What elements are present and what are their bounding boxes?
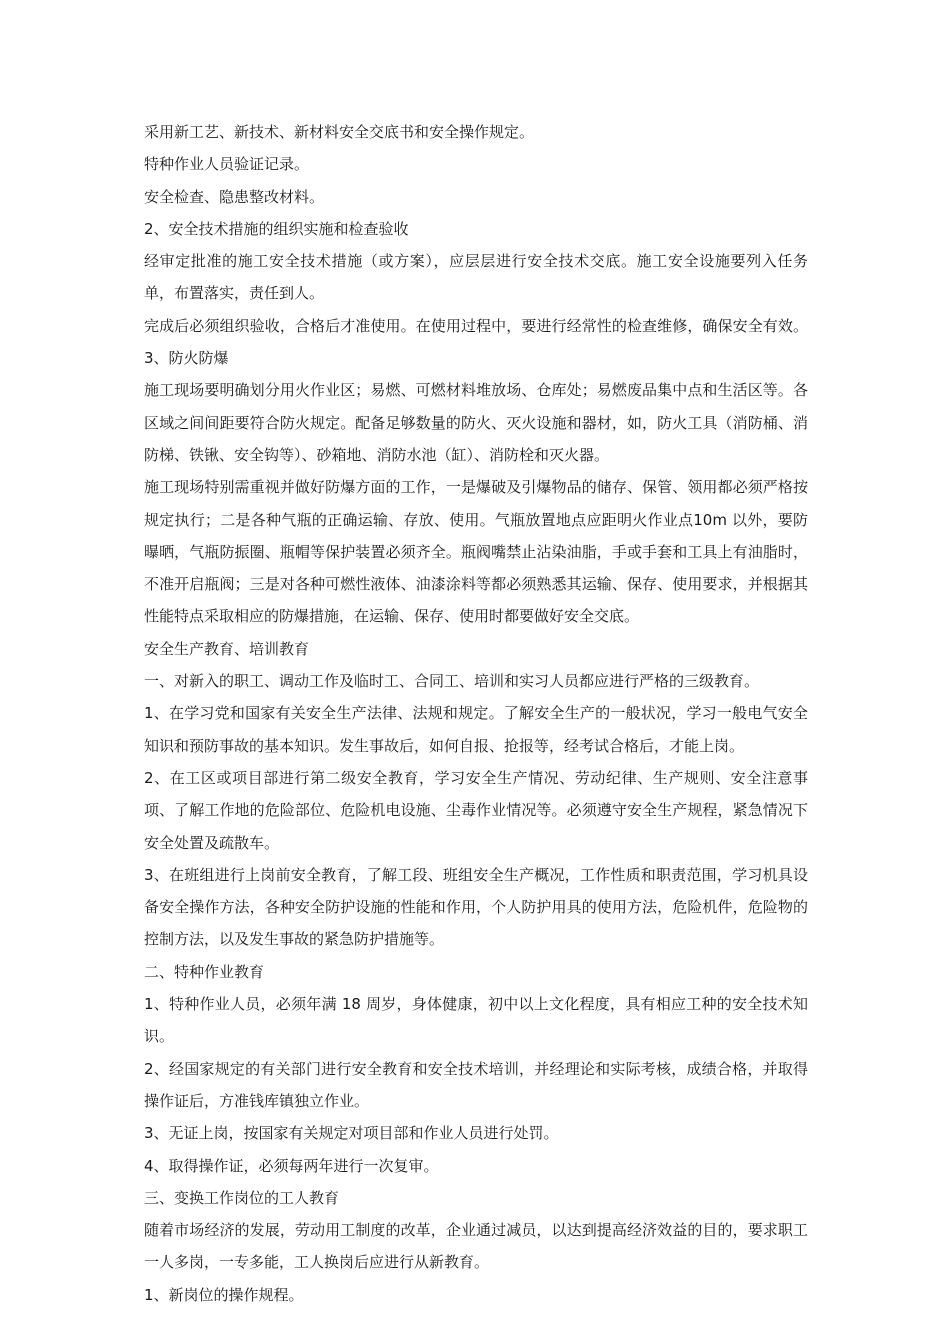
section-heading: 安全生产教育、培训教育 bbox=[144, 639, 310, 658]
paragraph: 特种作业人员验证记录。 bbox=[144, 155, 310, 174]
paragraph: 随着市场经济的发展，劳动用工制度的改革，企业通过减员，以达到提高经济效益的目的，要求职工一人多岗，一专多能，工人换岗后应进行从新教育。 bbox=[144, 1221, 808, 1272]
paragraph: 1、在学习党和国家有关安全生产法律、法规和规定。了解安全生产的一般状况，学习一般电气安全知识和预防事故的基本知识。发生事故后，如何自报、抢报等，经考试合格后，才能上岗。 bbox=[144, 704, 808, 755]
paragraph: 2、在工区或项目部进行第二级安全教育，学习安全生产情况、劳动纪律、生产规则、安全注意事项、了解工作地的危险部位、危险机电设施、尘毒作业情况等。必须遵守安全生产规程，紧急情况下安全处置及疏散车。 bbox=[144, 768, 808, 852]
paragraph: 经审定批准的施工安全技术措施（或方案），应层层进行安全技术交底。施工安全设施要列入任务单，布置落实，责任到人。 bbox=[144, 252, 808, 303]
paragraph: 安全检查、隐患整改材料。 bbox=[144, 187, 325, 206]
paragraph: 3、无证上岗，按国家有关规定对项目部和作业人员进行处罚。 bbox=[144, 1124, 559, 1143]
section-heading: 三、变换工作岗位的工人教育 bbox=[144, 1188, 340, 1207]
paragraph: 3、在班组进行上岗前安全教育，了解工段、班组安全生产概况，工作性质和职责范围，学习机具设备安全操作方法，各种安全防护设施的性能和作用，个人防护用具的使用方法，危险机件，危险物的控制方法，以及发生事故的紧急防护措施等。 bbox=[144, 865, 808, 949]
paragraph: 完成后必须组织验收，合格后才准使用。在使用过程中，要进行经常性的检查维修，确保安全有效。3、防火防爆 bbox=[144, 316, 808, 368]
paragraph: 施工现场要明确划分用火作业区；易燃、可燃材料堆放场、仓库处；易燃废品集中点和生活区等。各区域之间间距要符合防火规定。配备足够数量的防火、灭火设施和器材，如，防火工具（消防桶、消防梯、铁锹、安全钩等）、砂箱地、消防水池（缸）、消防栓和灭火器。 bbox=[144, 381, 808, 464]
paragraph: 4、取得操作证，必须每两年进行一次复审。 bbox=[144, 1156, 439, 1175]
paragraph: 采用新工艺、新技术、新材料安全交底书和安全操作规定。 bbox=[144, 123, 535, 141]
paragraph: 一、对新入的职工、调动工作及临时工、合同工、培训和实习人员都应进行严格的三级教育。 bbox=[144, 672, 760, 691]
paragraph: 施工现场特别需重视并做好防爆方面的工作，一是爆破及引爆物品的储存、保管、领用都必须严格按规定执行；二是各种气瓶的正确运输、存放、使用。气瓶放置地点应距明火作业点10m 以外，要防曝晒，气瓶防振圈、瓶帽等保护装置必须齐全。瓶阀嘴禁止沾染油脂，手或手套和工具上有油脂时，不准开启瓶阀；三是对各种可燃性液体、油漆涂料等都必须熟悉其运输、保存、使用要求，并根据其性能特点采取相应的防爆措施，在运输、保存、使用时都要做好安全交底。 bbox=[144, 478, 808, 626]
paragraph: 2、经国家规定的有关部门进行安全教育和安全技术培训，并经理论和实际考核，成绩合格，并取得操作证后，方准钱库镇独立作业。 bbox=[144, 1059, 808, 1110]
section-heading: 2、安全技术措施的组织实施和检查验收 bbox=[144, 219, 409, 238]
paragraph: 1、新岗位的操作规程。 bbox=[144, 1285, 304, 1304]
paragraph: 1、特种作业人员，必须年满 18 周岁，身体健康，初中以上文化程度，具有相应工种的安全技术知识。 bbox=[144, 995, 808, 1046]
section-heading: 二、特种作业教育 bbox=[144, 962, 265, 981]
